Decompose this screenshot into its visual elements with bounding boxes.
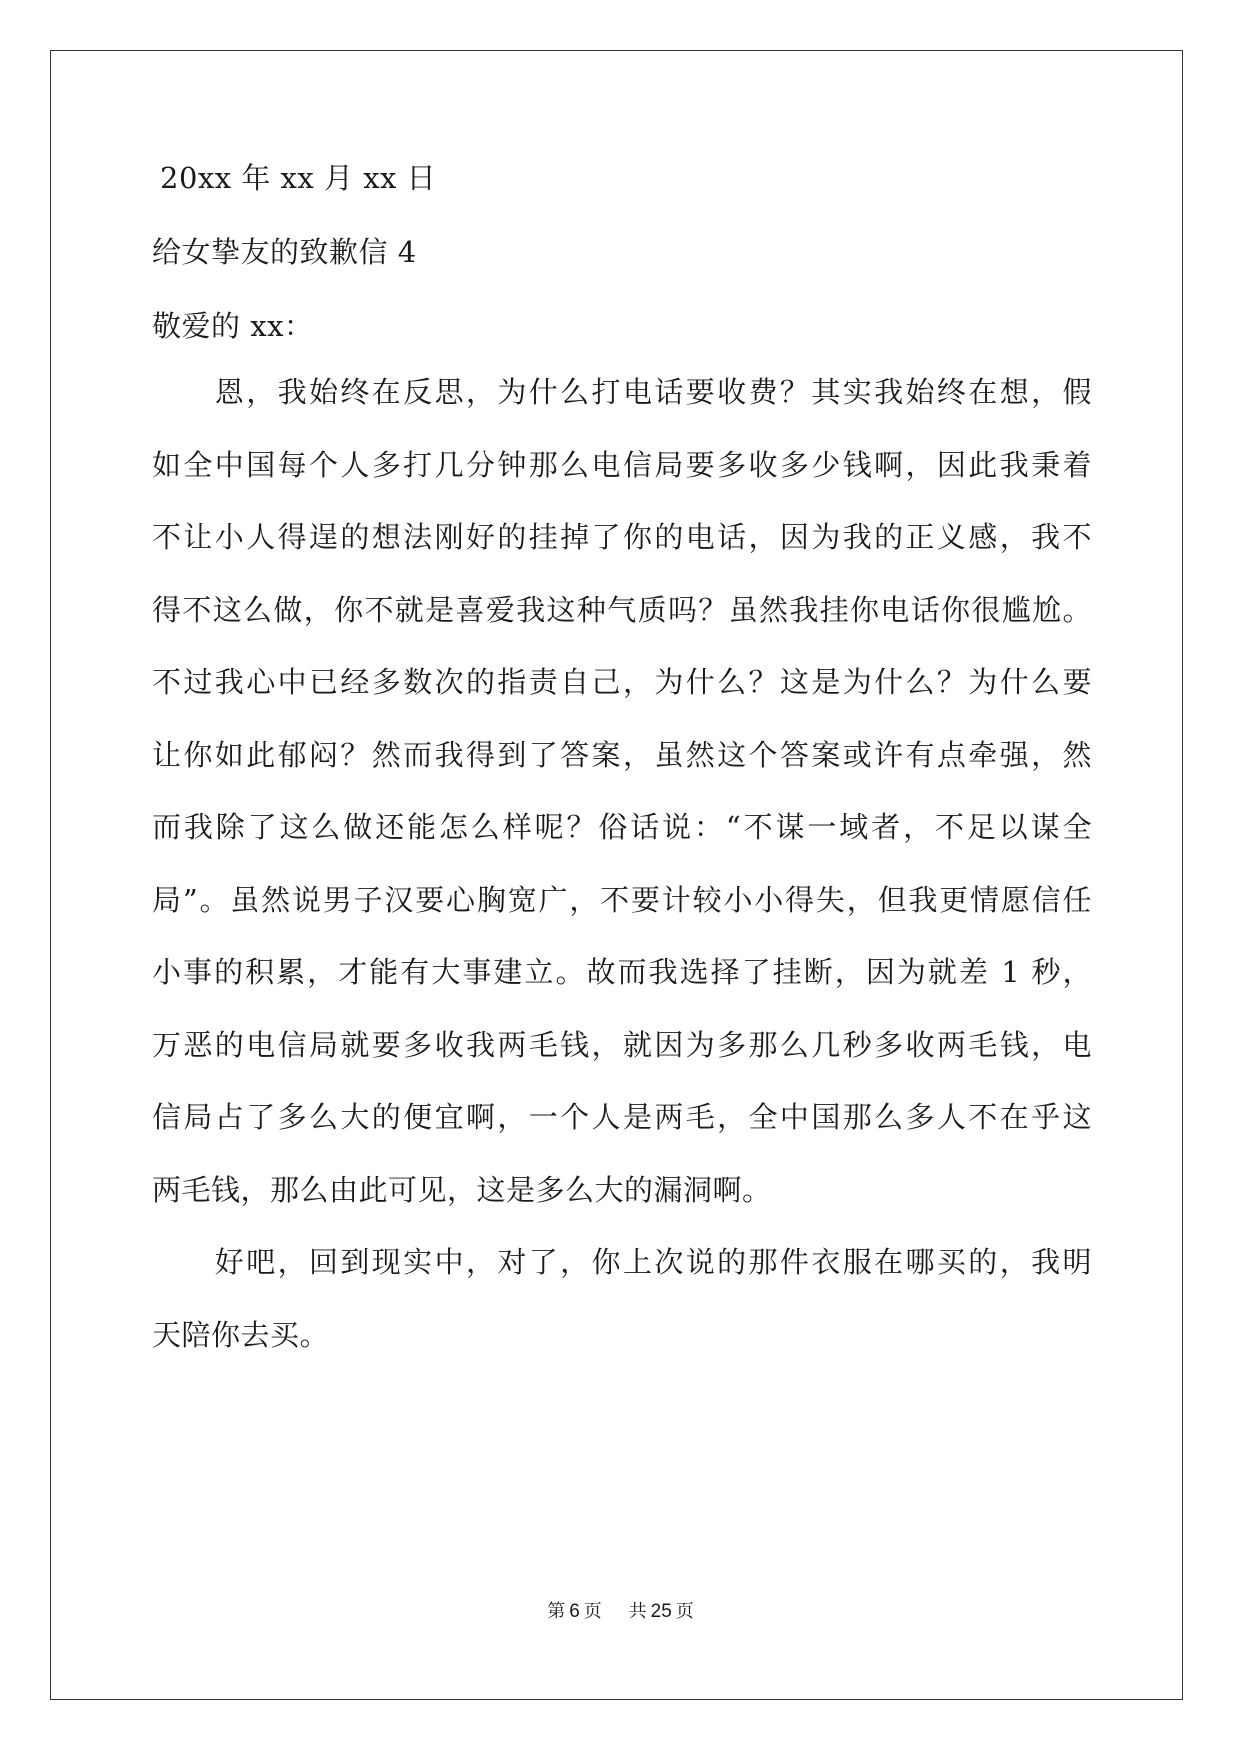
body-line: 局”。虽然说男子汉要心胸宽广，不要计较小小得失，但我更情愿信任 <box>152 883 1092 917</box>
page-number: 6 <box>569 1601 580 1622</box>
body-line: 信局占了多么大的便宜啊，一个人是两毛，全中国那么多人不在乎这 <box>152 1100 1092 1134</box>
body-line: 万恶的电信局就要多收我两毛钱，就因为多那么几秒多收两毛钱，电 <box>152 1028 1092 1062</box>
body-line: 恩，我始终在反思，为什么打电话要收费？其实我始终在想，假 <box>152 375 1092 409</box>
footer-prefix: 第 <box>547 1601 566 1622</box>
body-line: 不让小人得逞的想法刚好的挂掉了你的电话，因为我的正义感，我不 <box>152 520 1092 554</box>
date-line: 20xx 年 xx 月 xx 日 <box>160 161 437 195</box>
footer-total-prefix: 共 <box>628 1601 647 1622</box>
body-line: 不过我心中已经多数次的指责自己，为什么？这是为什么？为什么要 <box>152 665 1092 699</box>
body-line: 两毛钱，那么由此可见，这是多么大的漏洞啊。 <box>152 1173 772 1207</box>
page-border <box>50 50 1183 1700</box>
body-line: 让你如此郁闷？然而我得到了答案，虽然这个答案或许有点牵强，然 <box>152 738 1092 772</box>
body-line: 得不这么做，你不就是喜爱我这种气质吗？虽然我挂你电话你很尴尬。 <box>152 593 1092 627</box>
salutation: 敬爱的 xx： <box>152 309 314 343</box>
body-line: 而我除了这么做还能怎么样呢？俗话说：“不谋一域者，不足以谋全 <box>152 810 1092 844</box>
body-line: 小事的积累，才能有大事建立。故而我选择了挂断，因为就差 1 秒， <box>152 955 1092 989</box>
body-line: 天陪你去买。 <box>152 1318 330 1352</box>
body-line: 如全中国每个人多打几分钟那么电信局要多收多少钱啊，因此我秉着 <box>152 448 1092 482</box>
total-pages: 25 <box>650 1601 672 1622</box>
footer-total-suffix: 页 <box>675 1601 694 1622</box>
letter-title: 给女挚友的致歉信 4 <box>152 235 417 269</box>
footer-page-suffix: 页 <box>583 1601 602 1622</box>
page-footer <box>0 1600 1241 1624</box>
body-line: 好吧，回到现实中，对了，你上次说的那件衣服在哪买的，我明 <box>152 1245 1092 1279</box>
